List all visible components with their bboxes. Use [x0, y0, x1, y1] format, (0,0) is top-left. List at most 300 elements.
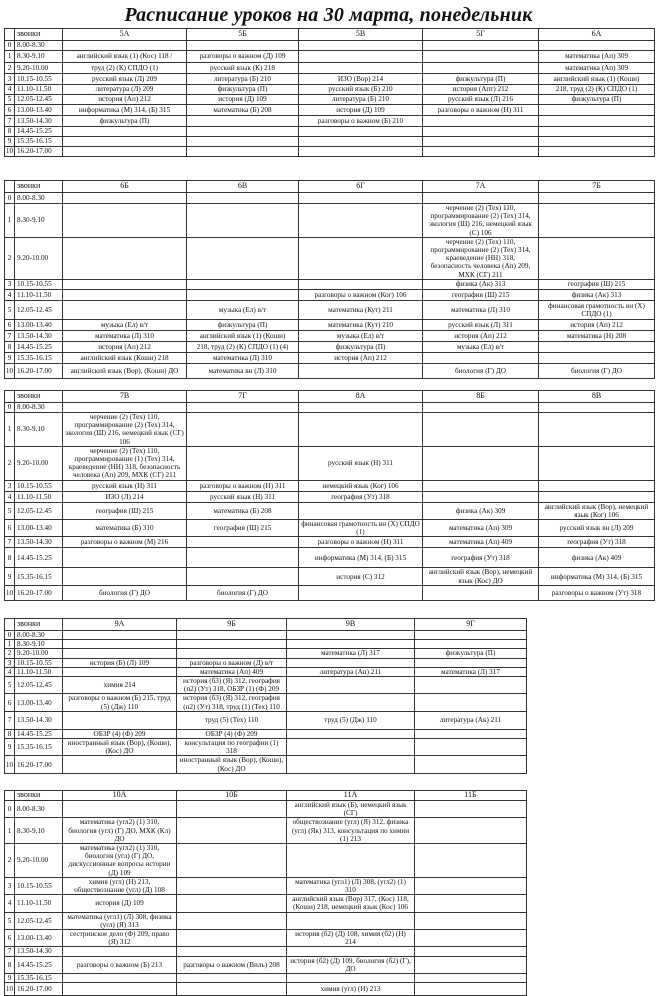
lesson-row — [5, 548, 655, 568]
lesson-cell: история (Ап) 212 — [299, 352, 423, 363]
lesson-row — [5, 127, 655, 137]
lesson-cell — [187, 193, 299, 204]
lesson-number: 9 — [5, 137, 15, 147]
lesson-cell — [539, 147, 655, 157]
lesson-number: 6 — [5, 694, 15, 711]
lesson-number: 7 — [5, 537, 15, 548]
lesson-cell: разговоры о важном (Б) 210 — [299, 116, 423, 127]
lesson-cell — [423, 585, 539, 600]
lesson-cell: ИЗО (Л) 214 — [63, 491, 187, 502]
lesson-row — [5, 956, 527, 973]
lesson-cell — [63, 127, 187, 137]
lesson-row — [5, 711, 527, 729]
lesson-row — [5, 289, 655, 300]
lesson-row — [5, 912, 527, 929]
lesson-cell: математика (Ап) 309 — [539, 63, 655, 74]
class-header: 5Б — [187, 29, 299, 41]
lesson-cell: математика (Кут) 211 — [299, 300, 423, 319]
lesson-cell — [287, 947, 415, 956]
lesson-number: 10 — [5, 983, 15, 996]
lesson-cell — [63, 548, 187, 568]
lesson-time: 12.05-12.45 — [15, 300, 63, 319]
lesson-cell: русский язык (Н) 311 — [63, 480, 187, 491]
lesson-cell — [187, 116, 299, 127]
lesson-cell — [539, 137, 655, 147]
lesson-cell: история (С) 312 — [299, 568, 423, 585]
lesson-cell — [287, 640, 415, 649]
lesson-cell: разговоры о важном (Д) 109 — [187, 51, 299, 63]
lesson-cell — [63, 974, 177, 983]
lesson-cell — [287, 974, 415, 983]
lesson-cell: ОБЗР (4) (Ф) 209 — [177, 729, 287, 738]
lesson-number: 6 — [5, 520, 15, 537]
lesson-cell — [63, 983, 177, 996]
lesson-row — [5, 63, 655, 74]
lesson-cell: труд (5) (Дж) 110 — [287, 711, 415, 729]
class-header: 7А — [423, 181, 539, 193]
lesson-cell — [63, 631, 177, 640]
lesson-cell: разговоры о важном (Н) 311 — [423, 105, 539, 116]
lesson-cell: математика (угл1) (Л) 308, физика (угл) (Я) 313 — [63, 912, 177, 929]
lesson-cell — [287, 694, 415, 711]
page-title: Расписание уроков на 30 марта, понедельник — [124, 4, 533, 26]
header-bells: звонки — [15, 619, 63, 631]
lesson-cell — [539, 116, 655, 127]
lesson-row — [5, 537, 655, 548]
lesson-row — [5, 585, 655, 600]
lesson-cell — [287, 739, 415, 756]
class-header: 9Б — [177, 619, 287, 631]
lesson-row — [5, 491, 655, 502]
lesson-cell — [415, 801, 527, 818]
lesson-cell — [423, 147, 539, 157]
lesson-cell: русский язык (Л) 216 — [423, 95, 539, 105]
lesson-time: 14.45-15.25 — [15, 341, 63, 352]
lesson-time: 9.20-10.00 — [15, 446, 63, 480]
lesson-cell — [415, 895, 527, 912]
lesson-cell: русский язык (Н) 311 — [187, 491, 299, 502]
lesson-cell — [415, 947, 527, 956]
class-header: 6В — [187, 181, 299, 193]
lesson-cell — [415, 640, 527, 649]
lesson-time: 8.30-9.10 — [15, 818, 63, 844]
lesson-time: 12.05-12.45 — [15, 677, 63, 694]
lesson-cell — [539, 204, 655, 238]
lesson-cell — [415, 818, 527, 844]
lesson-cell: физкультура (П) — [63, 116, 187, 127]
lesson-row — [5, 51, 655, 63]
lesson-time: 12.05-12.45 — [15, 502, 63, 519]
lesson-number: 1 — [5, 818, 15, 844]
lesson-time: 13.50-14.30 — [15, 537, 63, 548]
class-header: 10Б — [177, 791, 287, 801]
lesson-number: 7 — [5, 947, 15, 956]
lesson-cell — [287, 658, 415, 667]
lesson-cell: биология (Г) ДО — [63, 585, 187, 600]
lesson-cell — [187, 204, 299, 238]
lesson-cell — [423, 116, 539, 127]
lesson-cell: литература (Ак) 211 — [415, 711, 527, 729]
lesson-cell: черчение (2) (Тех) 110, программирование (1) (Тех) 314, краеведение (НН) 318, безопасность человека (Ап) 209, МХК (СГ) 211 — [63, 446, 187, 480]
lesson-cell — [539, 491, 655, 502]
lesson-time: 13.50-14.30 — [15, 947, 63, 956]
lesson-cell: информатика (М) 314, (Б) 315 — [63, 105, 187, 116]
lesson-time: 8.30-9.10 — [15, 640, 63, 649]
class-header: 6Г — [299, 181, 423, 193]
lesson-row — [5, 85, 655, 95]
lesson-time: 9.20-10.00 — [15, 237, 63, 279]
schedule-block-5 — [4, 28, 655, 157]
lesson-cell: литература (Л) 209 — [63, 85, 187, 95]
lesson-row — [5, 147, 655, 157]
class-header: 8Б — [423, 391, 539, 403]
lesson-row — [5, 105, 655, 116]
lesson-cell — [299, 51, 423, 63]
lesson-time: 15.35-16.15 — [15, 739, 63, 756]
lesson-cell — [177, 930, 287, 947]
lesson-time: 13.50-14.30 — [15, 116, 63, 127]
lesson-row — [5, 279, 655, 289]
lesson-cell — [63, 403, 187, 413]
lesson-cell — [63, 756, 177, 773]
lesson-cell: география (Ут) 318 — [423, 548, 539, 568]
lesson-cell — [415, 658, 527, 667]
lesson-row — [5, 480, 655, 491]
lesson-number: 3 — [5, 877, 15, 894]
lesson-cell: разговоры о важном (Н) 311 — [187, 480, 299, 491]
lesson-cell: математика (Б) 208 — [187, 105, 299, 116]
lesson-number: 5 — [5, 912, 15, 929]
lesson-cell: разговоры о важном (Д) в/т — [177, 658, 287, 667]
lesson-cell: финансовая грамотность вн (Х) СПДО (1) — [539, 300, 655, 319]
lesson-number: 3 — [5, 74, 15, 85]
lesson-cell: английский язык (Вор) 317, (Кос) 118, (Коши) 218, немецкий язык (Кос) 106 — [287, 895, 415, 912]
lesson-cell — [299, 279, 423, 289]
lesson-number: 2 — [5, 649, 15, 658]
lesson-cell: история (Д) 109 — [187, 95, 299, 105]
lesson-number: 5 — [5, 677, 15, 694]
lesson-row — [5, 667, 527, 676]
lesson-cell: литература (Б) 210 — [299, 95, 423, 105]
lesson-cell: химия (угл) (Н) 213 — [287, 983, 415, 996]
lesson-cell: физкультура (П) — [415, 649, 527, 658]
lesson-cell: математика (Н) 208 — [539, 330, 655, 341]
lesson-cell — [415, 729, 527, 738]
lesson-cell: математика (Ап) 409 — [423, 537, 539, 548]
lesson-cell — [415, 974, 527, 983]
lesson-cell — [63, 137, 187, 147]
class-header: 9В — [287, 619, 415, 631]
lesson-row — [5, 694, 527, 711]
lesson-number: 7 — [5, 711, 15, 729]
lesson-cell: русский язык (Л) 311 — [423, 319, 539, 330]
schedule-block-7-8 — [4, 390, 655, 601]
lesson-cell: информатика (М) 314, (Б) 315 — [539, 568, 655, 585]
lesson-cell — [299, 363, 423, 378]
lesson-cell: история (Ап) 212 — [63, 341, 187, 352]
lesson-number: 8 — [5, 729, 15, 738]
lesson-cell: математика (Л) 310 — [63, 330, 187, 341]
lesson-cell — [187, 568, 299, 585]
lesson-cell — [299, 147, 423, 157]
lesson-row — [5, 640, 527, 649]
lesson-number: 4 — [5, 491, 15, 502]
lesson-number: 6 — [5, 105, 15, 116]
header-bells: звонки — [15, 391, 63, 403]
lesson-number: 10 — [5, 363, 15, 378]
lesson-cell — [415, 912, 527, 929]
lesson-cell — [423, 491, 539, 502]
lesson-time: 10.15-10.55 — [15, 279, 63, 289]
lesson-number: 0 — [5, 403, 15, 413]
lesson-cell: музыка (Ел) в/т — [187, 300, 299, 319]
lesson-cell: химия 214 — [63, 677, 177, 694]
lesson-time: 8.30-9.10 — [15, 413, 63, 447]
lesson-cell — [423, 63, 539, 74]
lesson-cell: физика (Ак) 313 — [423, 279, 539, 289]
lesson-time: 10.15-10.55 — [15, 877, 63, 894]
lesson-time: 15.35-16.15 — [15, 352, 63, 363]
lesson-cell: литература (Ап) 211 — [287, 667, 415, 676]
lesson-cell: 218, труд (2) (К) СПДО (1) (4) — [187, 341, 299, 352]
lesson-cell — [415, 739, 527, 756]
lesson-number: 9 — [5, 974, 15, 983]
lesson-cell: английский язык (1) (Кос) 118 / — [63, 51, 187, 63]
lesson-row — [5, 658, 527, 667]
lesson-time: 13.50-14.30 — [15, 330, 63, 341]
lesson-number: 10 — [5, 585, 15, 600]
class-header: 9Г — [415, 619, 527, 631]
lesson-cell — [177, 895, 287, 912]
lesson-cell: физика (Ак) 313 — [539, 289, 655, 300]
lesson-cell: история (Ап) 212 — [423, 330, 539, 341]
lesson-cell — [539, 352, 655, 363]
lesson-cell — [415, 956, 527, 973]
class-header: 6Б — [63, 181, 187, 193]
lesson-row — [5, 41, 655, 51]
lesson-cell: 218, труд (2) (К) СПДО (1) — [539, 85, 655, 95]
lesson-row — [5, 74, 655, 85]
lesson-row — [5, 330, 655, 341]
lesson-cell: история (б3) (Я) 312, география (п2) (Ут) 318, труд (1) (Тех) 110 — [177, 694, 287, 711]
lesson-cell: английский язык (Вор), немецкий язык (Кос) ДО — [423, 568, 539, 585]
lesson-cell: география (Ш) 215 — [63, 502, 187, 519]
lesson-cell: английский язык (Коши) 218 — [63, 352, 187, 363]
lesson-time: 12.05-12.45 — [15, 912, 63, 929]
lesson-cell — [299, 193, 423, 204]
lesson-number: 8 — [5, 127, 15, 137]
lesson-cell: география (Ут) 318 — [539, 537, 655, 548]
lesson-time: 15.35-16.15 — [15, 568, 63, 585]
lesson-number: 3 — [5, 480, 15, 491]
lesson-cell: музыка (Ел) в/т — [63, 319, 187, 330]
lesson-cell — [299, 585, 423, 600]
lesson-cell: математика вн (Л) 310 — [187, 363, 299, 378]
lesson-cell — [187, 137, 299, 147]
lesson-cell: история (Б) (Л) 109 — [63, 658, 177, 667]
lesson-cell: география (Ш) 215 — [423, 289, 539, 300]
lesson-row — [5, 204, 655, 238]
lesson-cell — [177, 974, 287, 983]
lesson-number: 8 — [5, 548, 15, 568]
lesson-cell — [63, 667, 177, 676]
lesson-cell: музыка (Ел) в/т — [423, 341, 539, 352]
lesson-number: 0 — [5, 631, 15, 640]
lesson-cell: математика (угл2) (1) 310, биология (угл) (Г) ДО, дискуссионные вопросы истории (Д) 109 — [63, 844, 177, 878]
lesson-cell: математика (Ап) 309 — [423, 520, 539, 537]
lesson-cell: сестринское дело (Ф) 209, право (Я) 312 — [63, 930, 177, 947]
lesson-row — [5, 137, 655, 147]
lesson-number: 0 — [5, 41, 15, 51]
lesson-cell: математика (угл2) (1) 310, биология (угл) (Г) ДО, МХК (Кл) ДО — [63, 818, 177, 844]
class-header: 9А — [63, 619, 177, 631]
schedule-block-10-11 — [4, 790, 527, 996]
schedule-block-6-7 — [4, 180, 655, 379]
lesson-cell — [539, 446, 655, 480]
lesson-number: 2 — [5, 844, 15, 878]
lesson-cell: география (Ш) 215 — [539, 279, 655, 289]
lesson-time: 10.15-10.55 — [15, 74, 63, 85]
lesson-cell: разговоры о важном (М) 216 — [63, 537, 187, 548]
lesson-cell — [63, 711, 177, 729]
lesson-time: 11.10-11.50 — [15, 667, 63, 676]
lesson-cell — [299, 237, 423, 279]
lesson-cell: иностранный язык (Вор), (Коши), (Кос) ДО — [63, 739, 177, 756]
lesson-time: 16.20-17.00 — [15, 983, 63, 996]
lesson-time: 16.20-17.00 — [15, 363, 63, 378]
lesson-cell — [287, 844, 415, 878]
lesson-cell: разговоры о важном (Б) 213 — [63, 956, 177, 973]
lesson-number: 2 — [5, 63, 15, 74]
lesson-number: 10 — [5, 147, 14, 156]
lesson-cell — [63, 204, 187, 238]
lesson-number: 1 — [5, 413, 15, 447]
class-header: 8В — [539, 391, 655, 403]
class-header: 11А — [287, 791, 415, 801]
lesson-cell — [299, 413, 423, 447]
lesson-row — [5, 95, 655, 105]
lesson-row — [5, 502, 655, 519]
lesson-time: 9.20-10.00 — [15, 63, 63, 74]
lesson-number: 4 — [5, 289, 15, 300]
header-bells: звонки — [15, 791, 63, 801]
lesson-cell — [63, 279, 187, 289]
lesson-row — [5, 729, 527, 738]
lesson-cell: разговоры о важном (Виль) 208 — [177, 956, 287, 973]
lesson-time: 13.00-13.40 — [15, 105, 63, 116]
lesson-cell: физкультура (П) — [423, 74, 539, 85]
lesson-cell — [63, 649, 177, 658]
lesson-time: 11.10-11.50 — [15, 491, 63, 502]
lesson-time: 14.45-15.25 — [15, 956, 63, 973]
lesson-cell: черчение (2) (Тех) 110, программирование (2) (Тех) 314, экология (Ш) 216, немецкий язык (С) 106 — [423, 204, 539, 238]
lesson-cell — [177, 844, 287, 878]
lesson-cell — [539, 193, 655, 204]
lesson-cell: математика (Л) 317 — [287, 649, 415, 658]
lesson-cell — [187, 289, 299, 300]
lesson-cell: ОБЗР (4) (Ф) 209 — [63, 729, 177, 738]
lesson-cell — [187, 237, 299, 279]
lesson-time: 9.20-10.00 — [15, 649, 63, 658]
lesson-cell — [423, 193, 539, 204]
lesson-cell: физкультура (П) — [187, 319, 299, 330]
lesson-time: 13.00-13.40 — [15, 520, 63, 537]
lesson-cell: разговоры о важном (Ут) 318 — [539, 585, 655, 600]
lesson-cell — [63, 237, 187, 279]
lesson-cell — [299, 137, 423, 147]
lesson-time: 10.15-10.55 — [15, 658, 63, 667]
lesson-cell — [539, 41, 655, 51]
lesson-cell — [287, 756, 415, 773]
lesson-number: 2 — [5, 237, 15, 279]
lesson-row — [5, 193, 655, 204]
lesson-cell — [287, 631, 415, 640]
lesson-cell: география (Ут) 318 — [299, 491, 423, 502]
lesson-cell: история (б2) (Д) 108, химия (б2) (Н) 214 — [287, 930, 415, 947]
lesson-cell — [63, 147, 187, 157]
lesson-cell: английский язык (Вор), немецкий язык (Ког) 106 — [539, 502, 655, 519]
lesson-time: 13.50-14.30 — [15, 711, 63, 729]
lesson-row — [5, 237, 655, 279]
lesson-cell: разговоры о важном (Б) 215, труд (5) (Дж) 110 — [63, 694, 177, 711]
class-header: 5А — [63, 29, 187, 41]
lesson-row — [5, 116, 655, 127]
lesson-cell: математика (Л) 317 — [415, 667, 527, 676]
lesson-number: 5 — [5, 300, 15, 319]
lesson-cell — [187, 446, 299, 480]
lesson-cell: физкультура (П) — [187, 85, 299, 95]
lesson-cell — [177, 649, 287, 658]
lesson-cell — [177, 631, 287, 640]
lesson-cell: физкультура (П) — [539, 95, 655, 105]
lesson-cell: литература (Б) 210 — [187, 74, 299, 85]
lesson-row — [5, 801, 527, 818]
lesson-cell: физика (Ак) 409 — [539, 548, 655, 568]
lesson-cell: труд (5) (Тех) 110 — [177, 711, 287, 729]
lesson-row — [5, 974, 527, 983]
lesson-cell — [187, 279, 299, 289]
lesson-row — [5, 341, 655, 352]
lesson-time: 15.35-16.15 — [15, 137, 63, 147]
lesson-number: 4 — [5, 667, 15, 676]
lesson-cell — [539, 237, 655, 279]
lesson-cell — [423, 403, 539, 413]
lesson-cell: история (Ап) 212 — [539, 319, 655, 330]
lesson-cell: разговоры о важном (Н) 311 — [299, 537, 423, 548]
lesson-cell — [63, 568, 187, 585]
lesson-cell: консультация по географии (1) 318 — [177, 739, 287, 756]
lesson-cell — [415, 844, 527, 878]
lesson-time: 8.00-8.30 — [15, 41, 63, 51]
class-header: 11Б — [415, 791, 527, 801]
lesson-cell: черчение (2) (Тех) 110, программирование (2) (Тех) 314, краеведение (НН) 318, безопасность человека (Ап) 209, МХК (СГ) 211 — [423, 237, 539, 279]
lesson-cell: география (Ш) 215 — [187, 520, 299, 537]
lesson-number: 6 — [5, 930, 15, 947]
lesson-time: 13.00-13.40 — [15, 319, 63, 330]
schedule-block-9 — [4, 618, 527, 774]
lesson-cell: биология (Г) ДО — [187, 585, 299, 600]
lesson-cell: английский язык (Б), немецкий язык (СГ) — [287, 801, 415, 818]
lesson-number: 8 — [5, 956, 15, 973]
lesson-cell: математика (Л) 310 — [423, 300, 539, 319]
lesson-time: 16.20-17.00 — [15, 756, 63, 773]
lesson-row — [5, 895, 527, 912]
lesson-cell: математика (угл1) (Л) 308, (угл2) (1) 310 — [287, 877, 415, 894]
lesson-time: 13.00-13.40 — [15, 694, 63, 711]
lesson-number: 8 — [5, 341, 15, 352]
lesson-cell: разговоры о важном (Ког) 106 — [299, 289, 423, 300]
lesson-cell: английский язык (1) (Коши) — [539, 74, 655, 85]
